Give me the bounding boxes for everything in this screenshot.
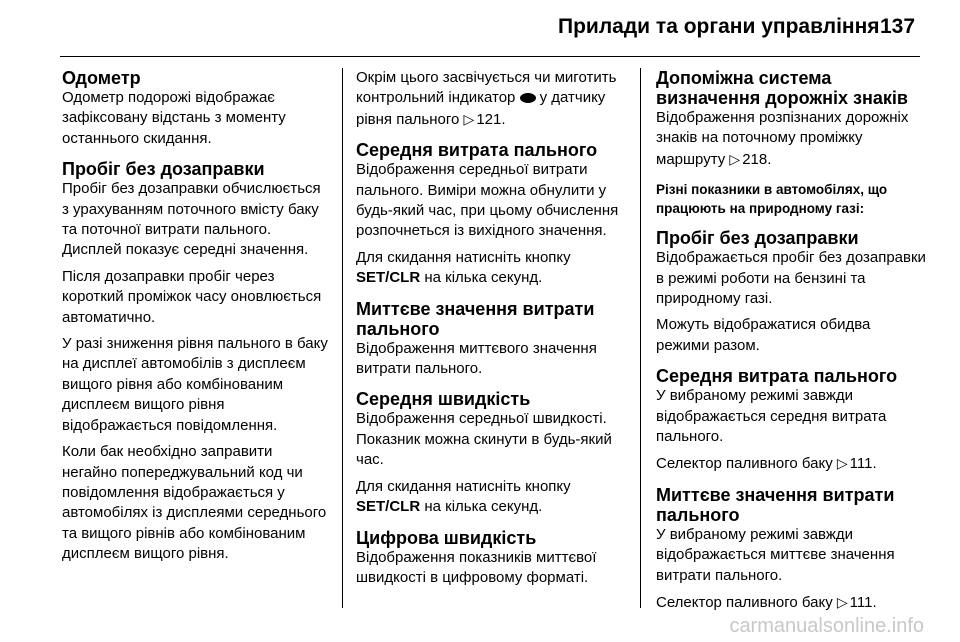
- heading-range-gas: Пробіг без дозаправки: [656, 228, 859, 249]
- text-fuel-indicator: [356, 68, 628, 130]
- arrow-right-icon: ▷: [836, 594, 848, 611]
- heading-digital-speed: Цифрова швидкість: [356, 527, 537, 548]
- text-instant-consumption: Відображення миттєвого значення витрати пального.: [356, 339, 597, 378]
- text-reset-duration: на кілька секунд.: [424, 498, 543, 516]
- header-divider: [60, 56, 920, 57]
- ref-fuel-indicator[interactable]: 121.: [476, 110, 506, 128]
- arrow-right-icon: ▷: [463, 110, 475, 127]
- text-avg-consumption-1: Відображення середньої витрати пального. Виміри можна обнулити у будь-який час, при цьому обчислення розпочнеться із вихідного значення.: [356, 161, 619, 240]
- fuel-indicator-icon: [520, 93, 536, 103]
- heading-instant-consumption-gas: Миттєве значення витрати пального: [656, 484, 895, 525]
- ref-tank-selector[interactable]: 111.: [849, 455, 877, 473]
- column-divider-2: [640, 68, 641, 608]
- heading-traffic-sign: Допоміжна система визначення дорожніх знаків: [656, 68, 908, 108]
- heading-odometer: Одометр: [62, 68, 141, 88]
- heading-avg-consumption-gas: Середня витрата пального: [656, 366, 898, 387]
- text-range-gas-1: Відображається пробіг без дозаправки в режимі роботи на бензині та природному газі.: [656, 249, 926, 308]
- text-avg-consumption-gas: У вибраному режимі завжди відображається середня витрата пального.: [656, 387, 887, 446]
- text-instant-consumption-gas: У вибраному режимі завжди відображається миттєве значення витрати пального.: [656, 525, 895, 584]
- text-odometer: Одометр подорожі відображає зафіксовану відстань з моменту останнього скидання.: [62, 89, 286, 147]
- text-range-1: Пробіг без дозаправки обчислюється з урахуванням поточного вмісту баку та поточної витрати пального. Дисплей показує середні значення.: [62, 180, 321, 259]
- text-fuel-indicator-b: у датчику рівня пального: [356, 89, 606, 128]
- page-header-title: Прилади та органи управління: [558, 15, 880, 38]
- text-avg-consumption-2: [356, 248, 628, 289]
- key-set-clr: SET/CLR: [356, 498, 421, 516]
- text-reset-instruction: Для скидання натисніть кнопку: [356, 477, 571, 495]
- arrow-right-icon: ▷: [729, 150, 741, 167]
- text-tank-selector: Селектор паливного баку: [656, 594, 833, 612]
- key-set-clr: SET/CLR: [356, 269, 421, 287]
- text-fuel-indicator-a: Окрім цього засвічується чи миготить контрольний індикатор: [356, 69, 617, 107]
- column-1: [62, 68, 330, 565]
- text-traffic-sign-body: Відображення розпізнаних дорожніх знаків на поточному проміжку маршруту: [656, 109, 909, 168]
- heading-avg-speed: Середня швидкість: [356, 389, 531, 410]
- text-digital-speed: Відображення показників миттєвої швидкості в цифровому форматі.: [356, 548, 597, 586]
- heading-instant-consumption: Миттєве значення витрати пального: [356, 298, 595, 339]
- text-avg-speed-2: [356, 477, 628, 518]
- column-2: [356, 68, 628, 588]
- heading-natural-gas: Різні показники в автомобілях, що працюють на природному газі:: [656, 182, 888, 217]
- text-avg-speed-1: Відображення середньої швидкості. Показник можна скинути в будь-який час.: [356, 410, 612, 469]
- text-range-gas-2: Можуть відображатися обидва режими разом.: [656, 316, 871, 354]
- text-traffic-sign: [656, 108, 926, 170]
- text-tank-selector: Селектор паливного баку: [656, 455, 833, 473]
- heading-range: Пробіг без дозаправки: [62, 159, 265, 180]
- ref-traffic-sign[interactable]: 218.: [742, 150, 772, 168]
- text-range-2: Після дозаправки пробіг через короткий проміжок часу оновлюється автоматично.: [62, 267, 322, 326]
- text-reset-duration: на кілька секунд.: [424, 269, 543, 287]
- text-tank-selector-2: [656, 592, 926, 613]
- text-range-4: Коли бак необхідно заправити негайно попереджувальний код чи повідомлення відображається у автомобілях із дисплеями середнього та вищого рівнів або комбінованим дисплеєм вищого рівня.: [62, 443, 327, 563]
- text-range-3: У разі зниження рівня пального в баку на дисплеї автомобілів з дисплеєм вищого рівня або комбінованим дисплеєм вищого рівня відображається повідомлення.: [62, 335, 328, 434]
- page-number: 137: [880, 15, 916, 38]
- column-3: [656, 68, 926, 614]
- text-reset-instruction: Для скидання натисніть кнопку: [356, 248, 571, 266]
- column-divider-1: [342, 68, 343, 608]
- heading-avg-consumption: Середня витрата пального: [356, 140, 598, 161]
- watermark: carmanualsonline.info: [729, 615, 924, 637]
- arrow-right-icon: ▷: [836, 455, 848, 472]
- ref-tank-selector[interactable]: 111.: [849, 594, 877, 612]
- text-tank-selector-1: [656, 453, 926, 474]
